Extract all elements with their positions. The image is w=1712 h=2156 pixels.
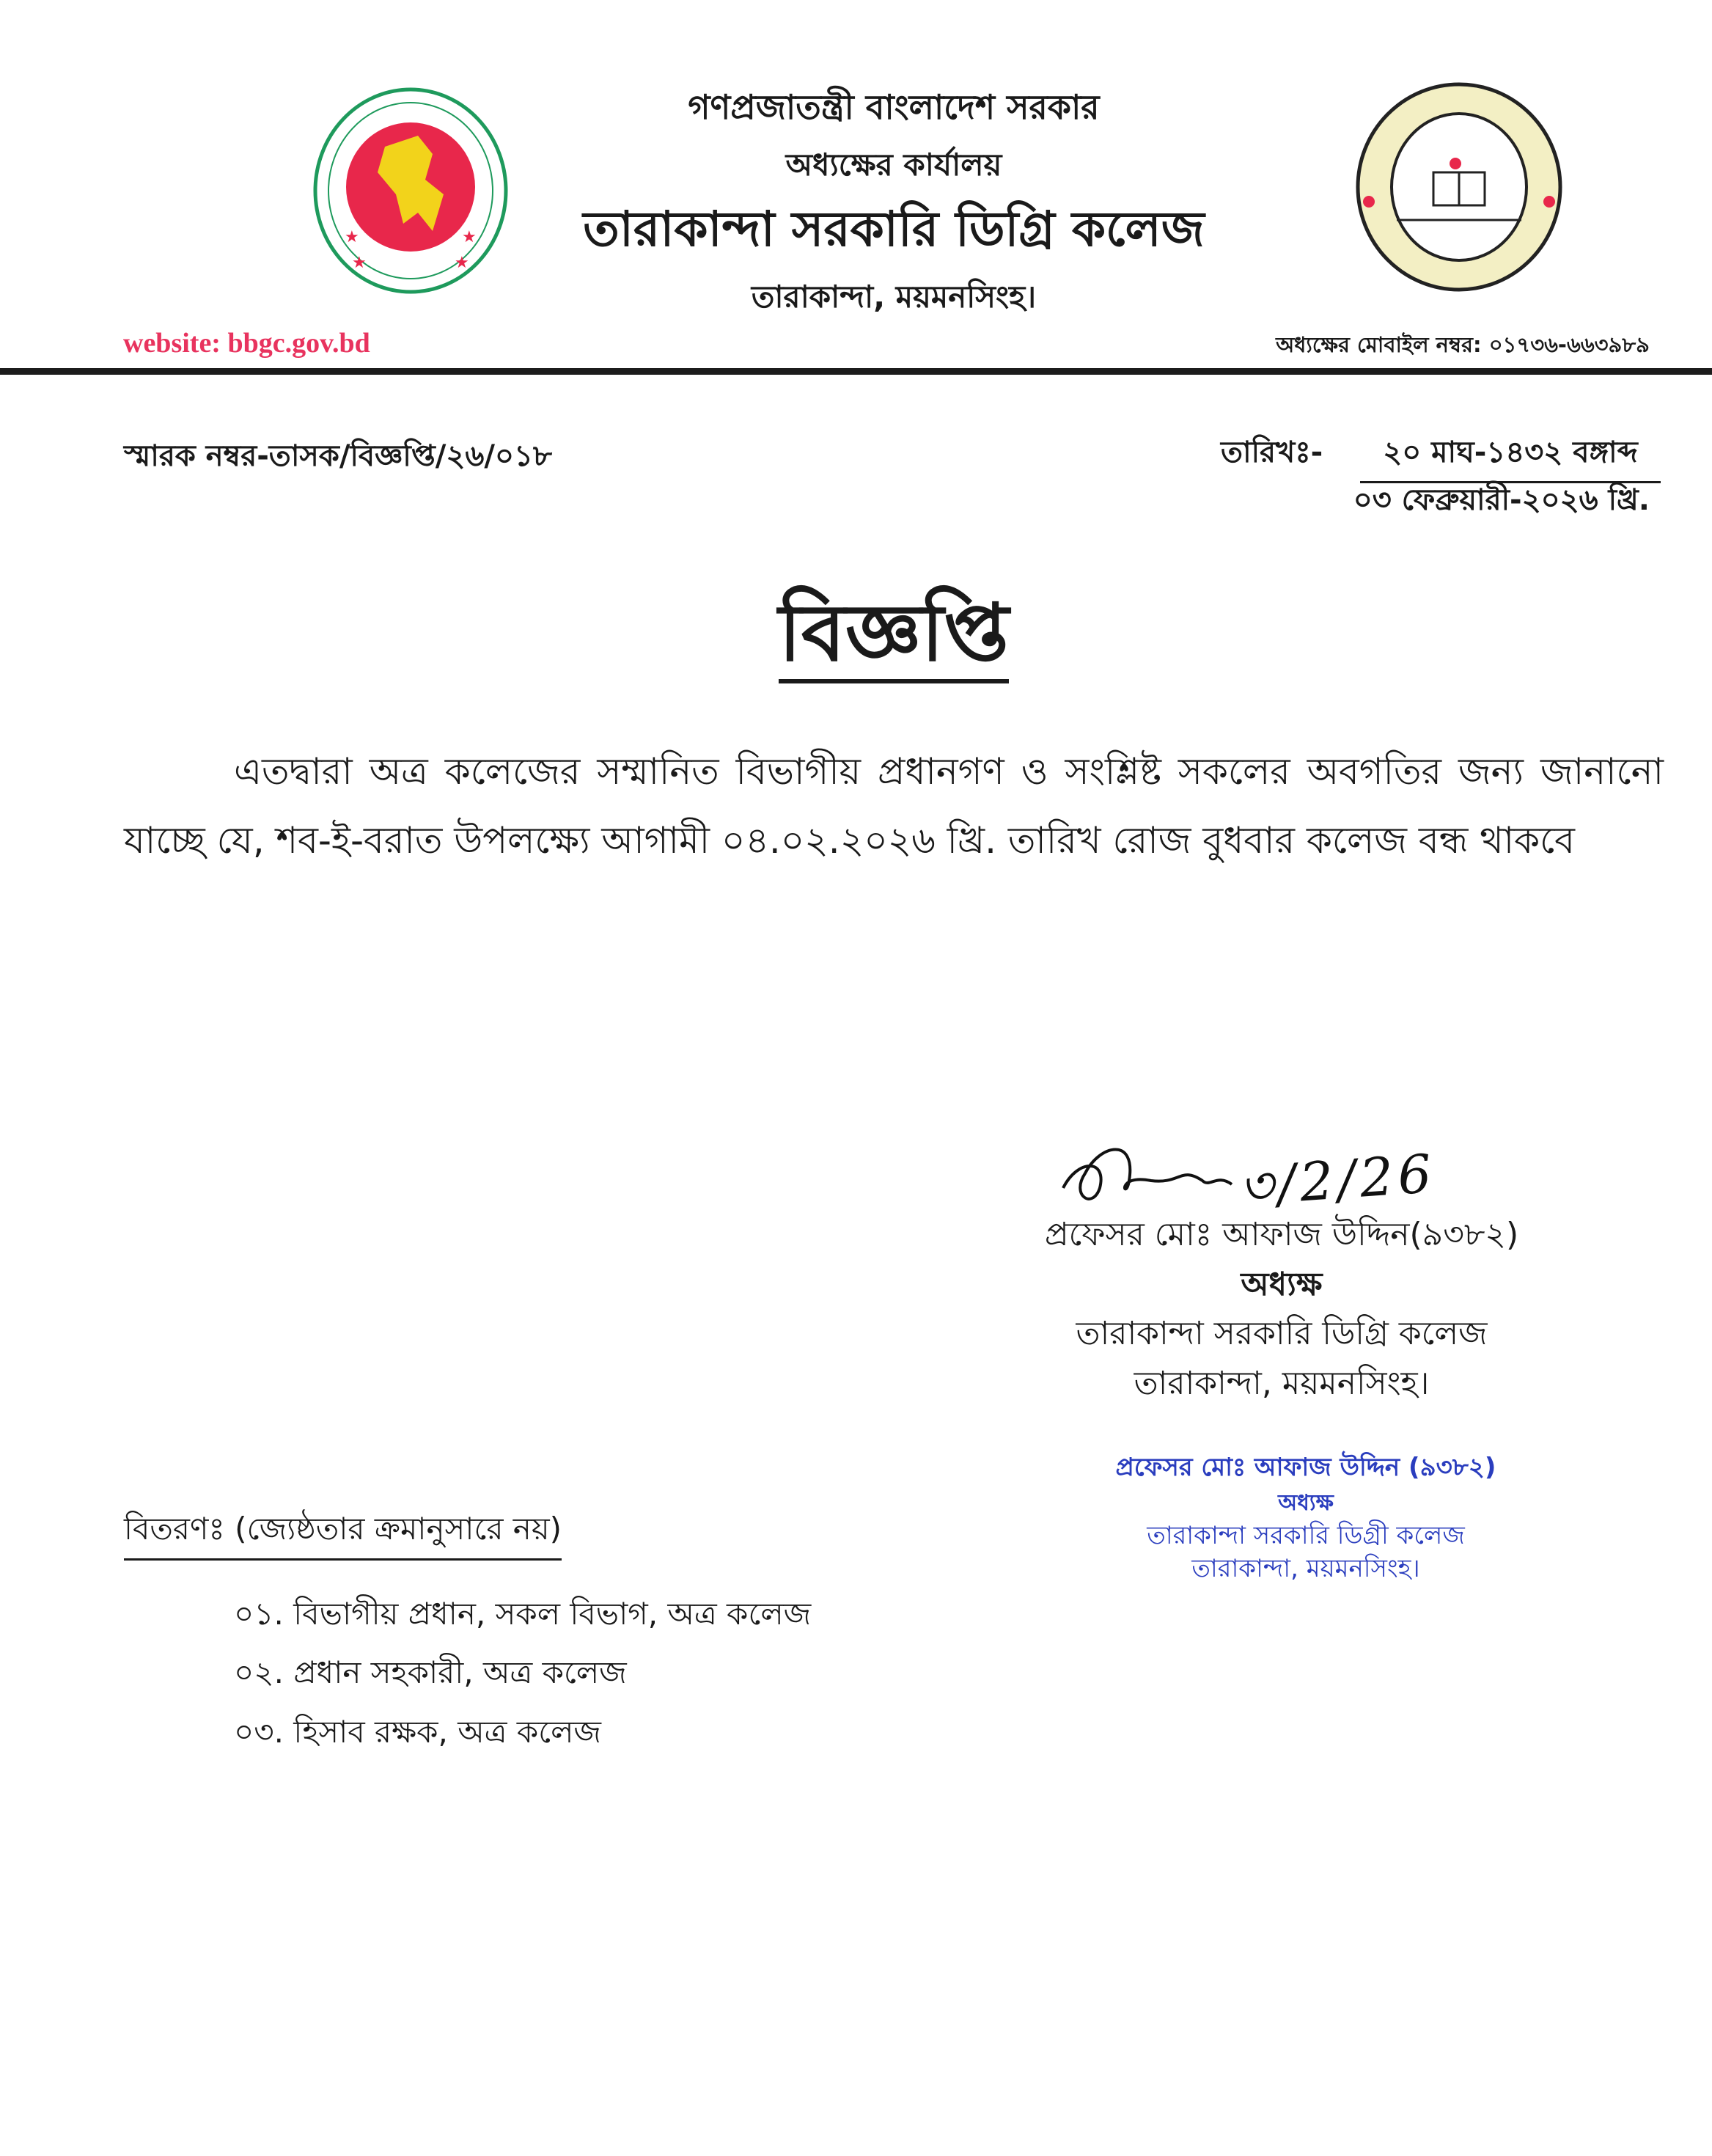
date-bangla: ২০ মাঘ-১৪৩২ বঙ্গাব্দ [1360,429,1661,483]
stamp-designation: অধ্যক্ষ [1278,1490,1334,1516]
distribution-item: ০৩. হিসাব রক্ষক, অত্র কলেজ [234,1714,601,1750]
svg-text:★: ★ [352,254,367,272]
college-location: তারাকান্দা, ময়মনসিংহ। [751,279,1037,315]
memo-number: স্মারক নম্বর-তাসক/বিজ্ঞপ্তি/২৬/০১৮ [124,439,552,473]
stamp-college: তারাকান্দা সরকারি ডিগ্রী কলেজ [1147,1521,1465,1550]
distribution-heading: বিতরণঃ (জ্যেষ্ঠতার ক্রমানুসারে নয়) [124,1505,562,1561]
stamp-name: প্রফেসর মোঃ আফাজ উদ্দিন (৯৩৮২) [1115,1453,1496,1482]
signature-date: ৩/2/26 [1236,1142,1438,1218]
svg-text:★: ★ [345,228,359,246]
government-seal-logo [308,84,513,297]
office-name: অধ্যক্ষের কার্যালয় [785,147,1002,183]
college-name: তারাকান্দা সরকারি ডিগ্রি কলেজ [583,201,1205,257]
date-label: তারিখঃ- [1221,436,1323,469]
signatory-name: প্রফেসর মোঃ আফাজ উদ্দিন(৯৩৮২) [1044,1216,1519,1253]
principal-mobile: অধ্যক্ষের মোবাইল নম্বর: ০১৭৩৬-৬৬৩৯৮৯ [1276,332,1650,357]
distribution-item: ০১. বিভাগীয় প্রধান, সকল বিভাগ, অত্র কলেজ [234,1596,812,1632]
svg-text:★: ★ [462,228,477,246]
svg-text:★: ★ [455,254,469,272]
stamp-location: তারাকান্দা, ময়মনসিংহ। [1191,1554,1420,1583]
notice-title: বিজ্ঞপ্তি [779,590,1009,683]
header-divider [0,368,1712,375]
signatory-college: তারাকান্দা সরকারি ডিগ্রি কলেজ [1076,1315,1488,1352]
date-english: ০৩ ফেব্রুয়ারী-২০২৬ খ্রি. [1353,483,1650,517]
govt-name: গণপ্রজাতন্ত্রী বাংলাদেশ সরকার [688,87,1100,127]
website-link[interactable]: website: bbgc.gov.bd [123,328,370,359]
distribution-item: ০২. প্রধান সহকারী, অত্র কলেজ [234,1654,627,1690]
signatory-designation: অধ্যক্ষ [1241,1266,1323,1303]
signatory-location: তারাকান্দা, ময়মনসিংহ। [1134,1365,1430,1402]
notice-body: এতদ্বারা অত্র কলেজের সম্মানিত বিভাগীয় প্রধানগণ ও সংশ্লিষ্ট সকলের অবগতির জন্য জানানো যাচ্ছে যে, শব-ই-বরাত উপলক্ষ্যে আগামী ০৪.০২.২০২৬ খ্রি. তারিখ রোজ বুধবার কলেজ বন্ধ থাকবে [124,750,1664,862]
college-seal-logo [1353,77,1565,297]
